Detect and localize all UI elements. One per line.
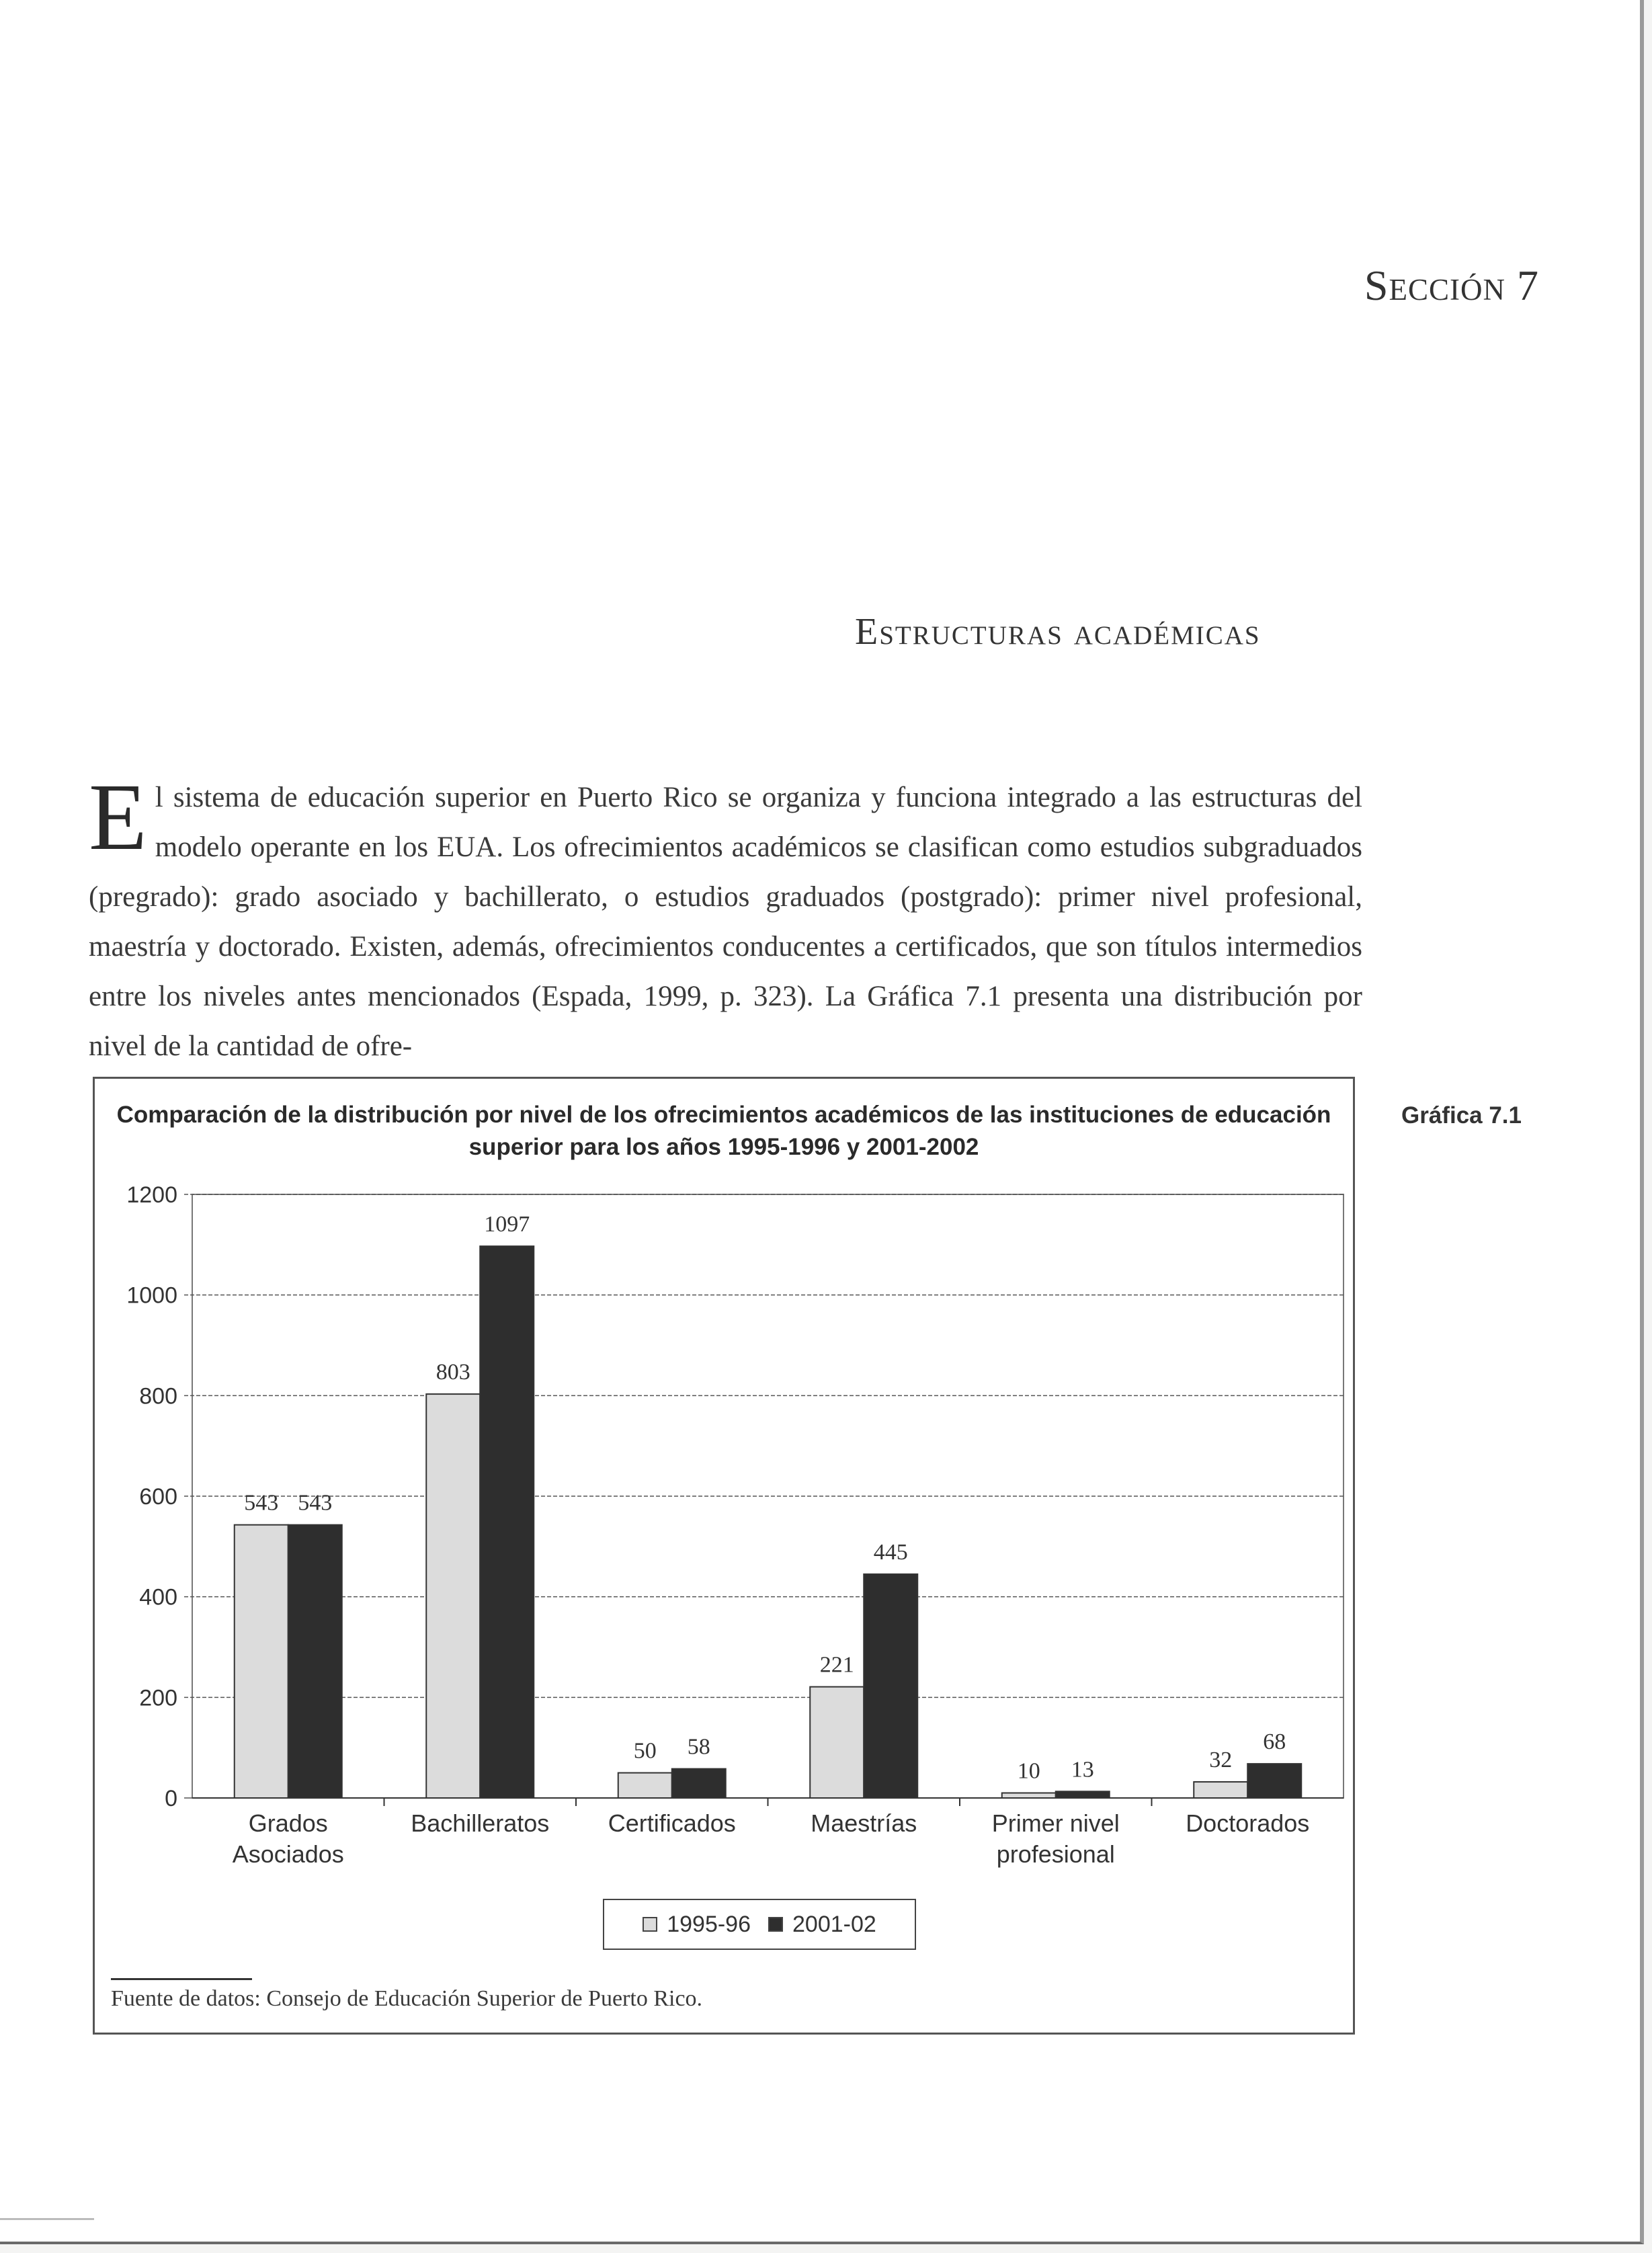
bar-1995-96	[235, 1525, 288, 1798]
x-category-label: profesional	[996, 1840, 1115, 1868]
x-category-label: Bachilleratos	[411, 1809, 550, 1837]
legend-swatch-light	[643, 1917, 657, 1932]
chart-legend	[603, 1899, 916, 1950]
x-category-label: Asociados	[232, 1840, 344, 1868]
x-category-label: Grados	[248, 1809, 328, 1837]
bar-chart	[95, 1079, 1357, 2037]
data-label: 58	[687, 1734, 710, 1760]
paragraph-text: l sistema de educación superior en Puerto Rico se organiza y funciona integrado a las estructuras del modelo operante en los EUA. Los ofrecimientos académicos se clasifican como estudios subgraduados (pregrado): grado asociado y bachillerato, o estudios graduados (postgrado): primer nivel profesional, maestría y doctorado. Existen, además, ofrecimientos conducentes a certificados, que son títulos intermedios entre los niveles antes mencionados (Espada, 1999, p. 323). La Gráfica 7.1 presenta una distribución por nivel de la cantidad de ofre-	[89, 782, 1362, 1062]
source-note: Fuente de datos: Consejo de Educación Superior de Puerto Rico.	[111, 1986, 703, 2011]
y-tick-label: 600	[139, 1484, 177, 1510]
x-category-label: Doctorados	[1186, 1809, 1310, 1837]
x-category-label: Maestrías	[811, 1809, 917, 1837]
data-label: 10	[1017, 1758, 1040, 1784]
figure-box	[93, 1077, 1355, 2035]
y-tick-label: 800	[139, 1383, 177, 1409]
bar-1995-96	[618, 1773, 672, 1798]
drop-cap: E	[89, 764, 147, 870]
chapter-title: Estructuras académicas	[855, 611, 1261, 653]
bar-2001-02	[672, 1769, 726, 1798]
bar-2001-02	[288, 1525, 342, 1798]
data-label: 13	[1071, 1757, 1094, 1783]
bar-2001-02	[480, 1246, 534, 1798]
bar-2001-02	[1056, 1791, 1110, 1798]
data-label: 543	[244, 1490, 279, 1516]
data-label: 1097	[484, 1212, 530, 1237]
y-tick-label: 1200	[126, 1182, 177, 1208]
data-label: 543	[298, 1490, 333, 1516]
chart-title: Comparación de la distribución por nivel de los ofrecimientos académicos de las instituciones de educación superior para los años 1995-1996 y 2001-2002	[116, 1102, 1331, 1160]
bar-1995-96	[1002, 1793, 1056, 1798]
legend-label-1995-96: 1995-96	[667, 1911, 751, 1937]
source-divider	[111, 1978, 252, 1980]
data-label: 445	[873, 1539, 908, 1565]
data-label: 32	[1209, 1748, 1233, 1773]
legend-item-2001-02	[768, 1912, 876, 1938]
section-label: Sección 7	[1364, 261, 1539, 309]
x-category-label: Certificados	[608, 1809, 736, 1837]
y-tick-label: 200	[139, 1685, 177, 1711]
bar-1995-96	[810, 1687, 864, 1798]
data-label: 50	[633, 1738, 657, 1764]
data-label: 68	[1263, 1729, 1286, 1755]
data-label: 803	[436, 1360, 470, 1385]
x-category-label: Primer nivel	[991, 1809, 1120, 1837]
legend-item-1995-96	[643, 1912, 751, 1938]
scan-edge-mark	[0, 2218, 94, 2220]
y-tick-label: 1000	[126, 1282, 177, 1309]
legend-swatch-dark	[768, 1917, 783, 1932]
bar-1995-96	[426, 1394, 480, 1798]
body-paragraph	[89, 764, 1362, 1071]
y-tick-label: 400	[139, 1584, 177, 1610]
bar-2001-02	[864, 1574, 917, 1798]
y-tick-label: 0	[165, 1786, 177, 1811]
figure-label: Gráfica 7.1	[1401, 1102, 1522, 1129]
legend-label-2001-02: 2001-02	[792, 1911, 876, 1937]
bar-2001-02	[1247, 1764, 1301, 1798]
bar-1995-96	[1194, 1782, 1247, 1798]
data-label: 221	[819, 1652, 854, 1678]
